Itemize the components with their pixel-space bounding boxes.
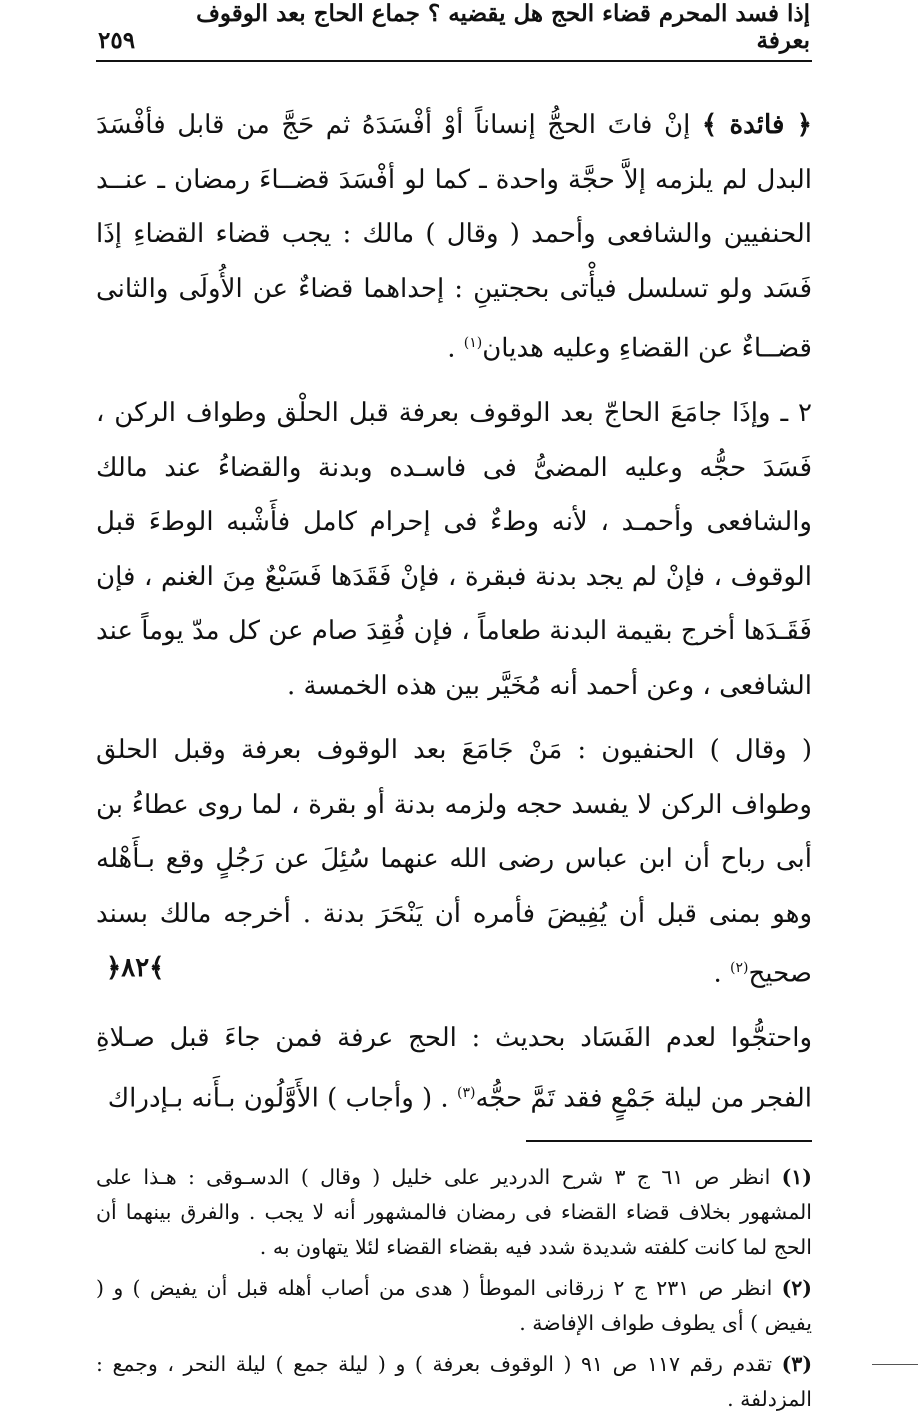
footnote-ref: (٢) (730, 960, 749, 977)
header-title: إذا فسد المحرم قضاء الحج هل يقضيه ؟ جماع الحاج بعد الوقوف بعرفة (196, 0, 810, 54)
paragraph-label: ﴿ فائدة ﴾ (701, 110, 812, 140)
main-text (96, 98, 812, 1126)
paragraph-tail: . (713, 958, 731, 989)
footnote-number: (٣) (781, 1351, 813, 1376)
footnote-text: انظر ص ٦١ ج ٣ شرح الدردير على خليل ( وقال ) الدسـوقى : هـذا على المشهور بخلاف قضاء القضاء فى رمضان فالمشهور أنه لا يجب . والفرق بينهما أن الحج لما كانت كلفته شديدة شدد فيه بقضاء القضاء لئلا يتهاون به . (96, 1164, 812, 1259)
footnote-ref: (١) (463, 335, 483, 351)
paragraph-text: واحتجُّوا لعدم الفَسَاد بحديث : الحج عرفة فمن جاءَ قبل صـلاةِ الفجر من ليلة جَمْعٍ فقد تَمَّ حجُّه (96, 1023, 812, 1114)
footnote-item (96, 1271, 812, 1341)
paragraph-text: ( وقال ) الحنفيون : مَنْ جَامَعَ بعد الوقوف بعرفة وقبل الحلق وطواف الركن لا يفسد حجه ولزمه بدنة أو بقرة ، لما روى عطاءُ بن أبى رباح أن ابن عباس رضى الله عنهما سُئِلَ عن رَجُلٍ وقع بـأَهْله وهو بمنى قبل أن يُفِيضَ فأمره أن يَنْحَرَ بدنة . أخرجه مالك بسند صحيح (96, 735, 812, 989)
footnote-separator (526, 1140, 812, 1142)
paragraph-tail: . (447, 333, 464, 364)
footnote-ref: (٣) (456, 1084, 476, 1101)
footnote-text: تقدم رقم ١١٧ ص ٩١ ( الوقوف بعرفة ) و ( ليلة جمع ) ليلة النحر ، وجمع : المزدلفة . (96, 1351, 812, 1411)
page-number: ٢٥٩ (98, 27, 136, 54)
running-header (96, 0, 812, 62)
paragraph-2 (96, 386, 812, 713)
footnote-number: (٢) (781, 1275, 812, 1300)
footnotes (96, 1160, 812, 1417)
footnote-item (96, 1347, 812, 1417)
footnote-text: انظر ص ٢٣١ ج ٢ زرقانى الموطأ ( هدى من أصاب أهله قبل أن يفيض ) و ( يفيض ) أى يطوف طواف الإفاضة . (96, 1275, 812, 1335)
hadith-number-marker: ﴿٨٢﴾ (106, 953, 165, 984)
footnote-number: (١) (781, 1164, 812, 1189)
paragraph-note (96, 98, 812, 376)
paragraph-text: إنْ فاتَ الحجُّ إنساناً أوْ أفْسَدَهُ ثم حَجَّ من قابل فأفْسَدَ البدل لم يلزمه إلاَّ حجَّة واحدة ـ كما لو أفْسَدَ قضــاءَ رمضان ـ عنــد الحنفيين والشافعى وأحمد ( وقال ) مالك : يجب قضاء القضاءِ إذَا فَسَد ولو تسلسل فيأْتى بحجتينِ : إحداهما قضاءٌ عن الأُولَى والثانى قضــاءٌ عن القضاءِ وعليه هديان (96, 110, 812, 364)
book-page (95, 0, 813, 1411)
paragraph-text: ٢ ـ وإذَا جامَعَ الحاجّ بعد الوقوف بعرفة قبل الحلْق وطواف الركن ، فَسَدَ حجُّه وعليه المضىُّ فى فاسـده وبدنة والقضاءُ عند مالك والشافعى وأحمـد ، لأنه وطءٌ فى إحرام كامل فأَشْبه الوطءَ قبل الوقوف ، فإنْ لم يجد بدنة فبقرة ، فإنْ فَقَدَها فَسَبْعٌ مِنَ الغنم ، فإن فَقَـدَها أخرج بقيمة البدنة طعاماً ، فإن فُقِدَ صام عن كل مدّ يوماً عند الشافعى ، وعن أحمد أنه مُخَيَّر بين هذه الخمسة . (95, 398, 812, 701)
page-edge-line (872, 1364, 918, 1365)
paragraph-hanafi (96, 723, 812, 1001)
paragraph-tail: . ( وأجاب ) الأَوَّلُون بـأَنه بـإدراك (107, 1083, 457, 1114)
paragraph-argument (96, 1011, 812, 1126)
footnote-item (96, 1160, 812, 1265)
